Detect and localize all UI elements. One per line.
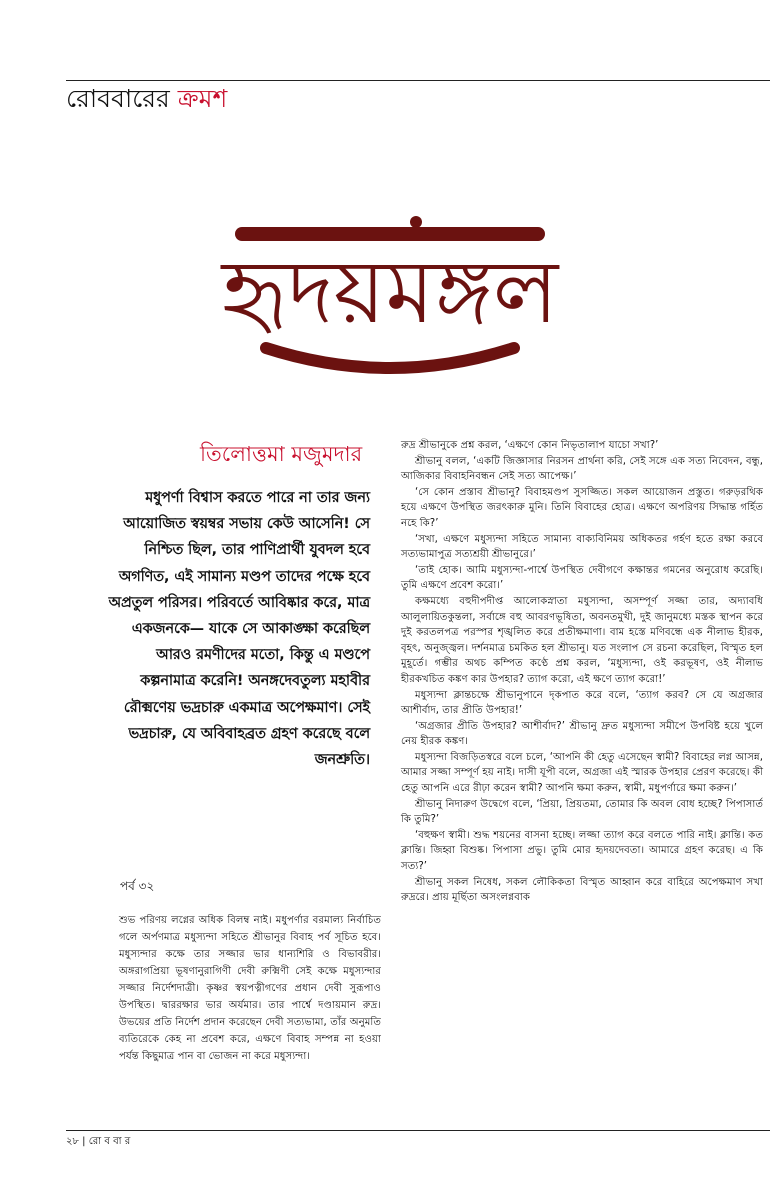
body-paragraph: ‘বহুক্ষণ স্বামী। শুদ্ধ শয়নের বাসনা হচ্ছে। লজ্জা ত্যাগ করে বলতে পারি নাই। ক্লান্তি। কত ক্লান্তি। জিহ্বা বিশুষ্ক। পিপাসা প্রভু। তুমি মোর হৃদয়দেবতা। আমারে গ্রহণ করেছ। এ কি সত্য?’ — [401, 829, 763, 873]
body-paragraph: মধুস্যন্দা বিজড়িতস্বরে বলে চলে, ‘আপনি কী হেতু এসেছেন স্বামী? বিবাহের লগ্ন আসন্ন, আমার সজ্জা সম্পূর্ণ হয় নাই। দাসী যূপী বলে, অগ্রজা এই স্মারক উপহার প্রেরণ করেছে। কী হেতু আপনি এরে রীঢ়া করেন স্বামী? আপনি ক্ষমা করুন, স্বামী, মধুপর্ণারে ক্ষমা করুন।’ — [401, 751, 763, 795]
body-paragraph: কক্ষমধ্যে বহুদীপদীপ্ত আলোকস্নাতা মধুস্যন্দা, অসম্পূর্ণ সজ্জা তার, অদ্যাবধি আলুলায়িতকুন্তলা, সর্বাঙ্গে বহু আবরণভূষিতা, অবনতমুখী, দুই জানুমধ্যে মস্তক স্থাপন করে দুই করতলপত্র পরস্পর শৃঙ্খলিত করে প্রতীক্ষমাণা। বাম হস্তে মণিবন্ধে এক নীলাভ হীরক, বৃহৎ, অনুজ্জ্বল। দর্শনমাত্র চমকিত হল শ্রীভানু। যত সংলাপ সে রচনা করেছিল, বিস্মৃত হল মুহূর্তে। গম্ভীর অথচ কম্পিত কণ্ঠে প্রশ্ন করল, ‘মধুস্যন্দা, ওই করভূষণ, ওই নীলাভ হীরকখচিত কঙ্কণ কার উপহার? ত্যাগ করো, এই ক্ষণে ত্যাগ করো!’ — [401, 595, 763, 685]
top-rule — [66, 80, 770, 81]
title-logo — [182, 212, 598, 384]
bottom-rule — [66, 1130, 770, 1131]
part-label: পর্ব ৩২ — [120, 879, 155, 893]
section-header — [66, 84, 227, 114]
body-paragraph: শ্রীভানু বলল, ‘একটি জিজ্ঞাসার নিরসন প্রার্থনা করি, সেই সঙ্গে এক সত্য নিবেদন, বন্ধু, আজিকার বিবাহনিবন্ধন সেই সত্য আপেক্ষ।’ — [401, 455, 763, 483]
body-paragraph: শ্রীভানু সকল নিষেধ, সকল লৌকিকতা বিস্মৃত আহ্বান করে বাহিরে অপেক্ষমাণ সখা রুদ্ররে। প্রায় মূর্ছিতা অসংলগ্নবাক — [401, 876, 763, 904]
body-paragraph: মধুস্যন্দা ক্লান্তচক্ষে শ্রীভানুপানে দৃকপাত করে বলে, ‘ত্যাগ করব? সে যে অগ্রজার আশীর্বাদ, তার প্রীতি উপহার!’ — [401, 689, 763, 717]
section-prefix: রোববারের — [66, 84, 178, 113]
body-paragraph: শ্রীভানু নিদারুণ উদ্বেগে বলে, ‘প্রিয়া, প্রিয়তমা, তোমার কি অবল বোধ হচ্ছে? পিপাসার্ত কি তুমি?’ — [401, 798, 763, 826]
body-paragraph: ‘সখা, এক্ষণে মধুস্যন্দা সহিতে সামান্য বাক্যবিনিময় অধিকতর গর্হণ হতে রক্ষা করবে সত্যভামাপুত্র সত্যশ্রয়ী শ্রীভানুরে।’ — [401, 533, 763, 561]
left-body-text: শুভ পরিণয় লগ্নের অধিক বিলম্ব নাই। মধুপর্ণার বরমাল্য নির্বাচিত গলে অর্পণমাত্র মধুস্যন্দা সহিতে শ্রীভানুর বিবাহ পর্ব সূচিত হবে। মধুস্যন্দার কক্ষে তার সজ্জার ভার ধান্যশিরি ও বিভাবরীর। অঙ্গরাগপ্রিয়া ভূষণানুরাগিণী দেবী রুক্মিণী সেই কক্ষে মধুস্যন্দার সজ্জার নির্দেশদাত্রী। কৃষ্ণর স্বয়পত্নীগণের প্রধান দেবী সুরূপাও উপস্থিত। দ্বাররক্ষার ভার অর্যমার। তার পার্শ্বে দণ্ডায়মান রুদ্র। উভয়ের প্রতি নির্দেশ প্রদান করেছেন দেবী সত্যভামা, তাঁর অনুমতি ব্যতিরেকে কেহ না প্রবেশ করে, এক্ষণে বিবাহ সম্পন্ন না হওয়া পর্যন্ত কিছুমাত্র পান বা ভোজন না করে মধুস্যন্দা। — [119, 915, 381, 1062]
author-name: তিলোত্তমা মজুমদার — [200, 442, 363, 466]
body-paragraph: রুদ্র শ্রীভানুকে প্রশ্ন করল, ‘এক্ষণে কোন নিভৃতালাপ যাচো সখা?’ — [401, 440, 659, 451]
section-accent: ক্রমশ — [177, 84, 228, 113]
body-paragraph: ‘তাই হোক। আমি মধুস্যন্দা-পার্শ্বে উপস্থিত দেবীগণে কক্ষান্তর গমনের অনুরোধ করেছি। তুমি এক্ষণে প্রবেশ করো।’ — [401, 564, 763, 592]
right-body-column — [401, 438, 763, 906]
pull-quote: মধুপর্ণা বিশ্বাস করতে পারে না তার জন্য আয়োজিত স্বয়ম্বর সভায় কেউ আসেনি! সে নিশ্চিত ছিল, তার পাণিপ্রার্থী যুবদল হবে অগণিত, এই সামান্য মণ্ডপ তাদের পক্ষে হবে অপ্রতুল পরিসর। পরিবর্তে আবিষ্কার করে, মাত্র একজনকে— যাকে সে আকাঙ্ক্ষা করেছিল আরও রমণীদের মতো, কিন্তু এ মণ্ডপে কল্পনামাত্র করেনি! অনঙ্গদেবতুল্য মহাবীর রৌক্মণেয় ভদ্রচারু একমাত্র অপেক্ষমাণ। সেই ভদ্রচারু, যে অবিবাহব্রত গ্রহণ করেছে বলে জনশ্রুতি। — [108, 490, 370, 769]
story-title: হৃদয়মঙ্গল — [221, 240, 559, 343]
page-footer: ২৮ | রো ব বা র — [66, 1136, 131, 1147]
body-paragraph: ‘সে কোন প্রস্তাব শ্রীভানু? বিবাহমণ্ডপ সুসজ্জিত। সকল আয়োজন প্রস্তুত। গরুড়রথিক হয়ে এক্ষণে উপস্থিত জরৎকারু মুনি। তিনি বিবাহের হোত্র। এক্ষণে অপরিণয় সিদ্ধান্ত গর্হিত নহে কি?’ — [401, 486, 763, 529]
body-paragraph: ‘অগ্রজার প্রীতি উপহার? আশীর্বাদ?’ শ্রীভানু দ্রুত মধুস্যন্দা সমীপে উপবিষ্ট হয়ে খুলে নেয় হীরক কঙ্কণ। — [401, 720, 763, 748]
